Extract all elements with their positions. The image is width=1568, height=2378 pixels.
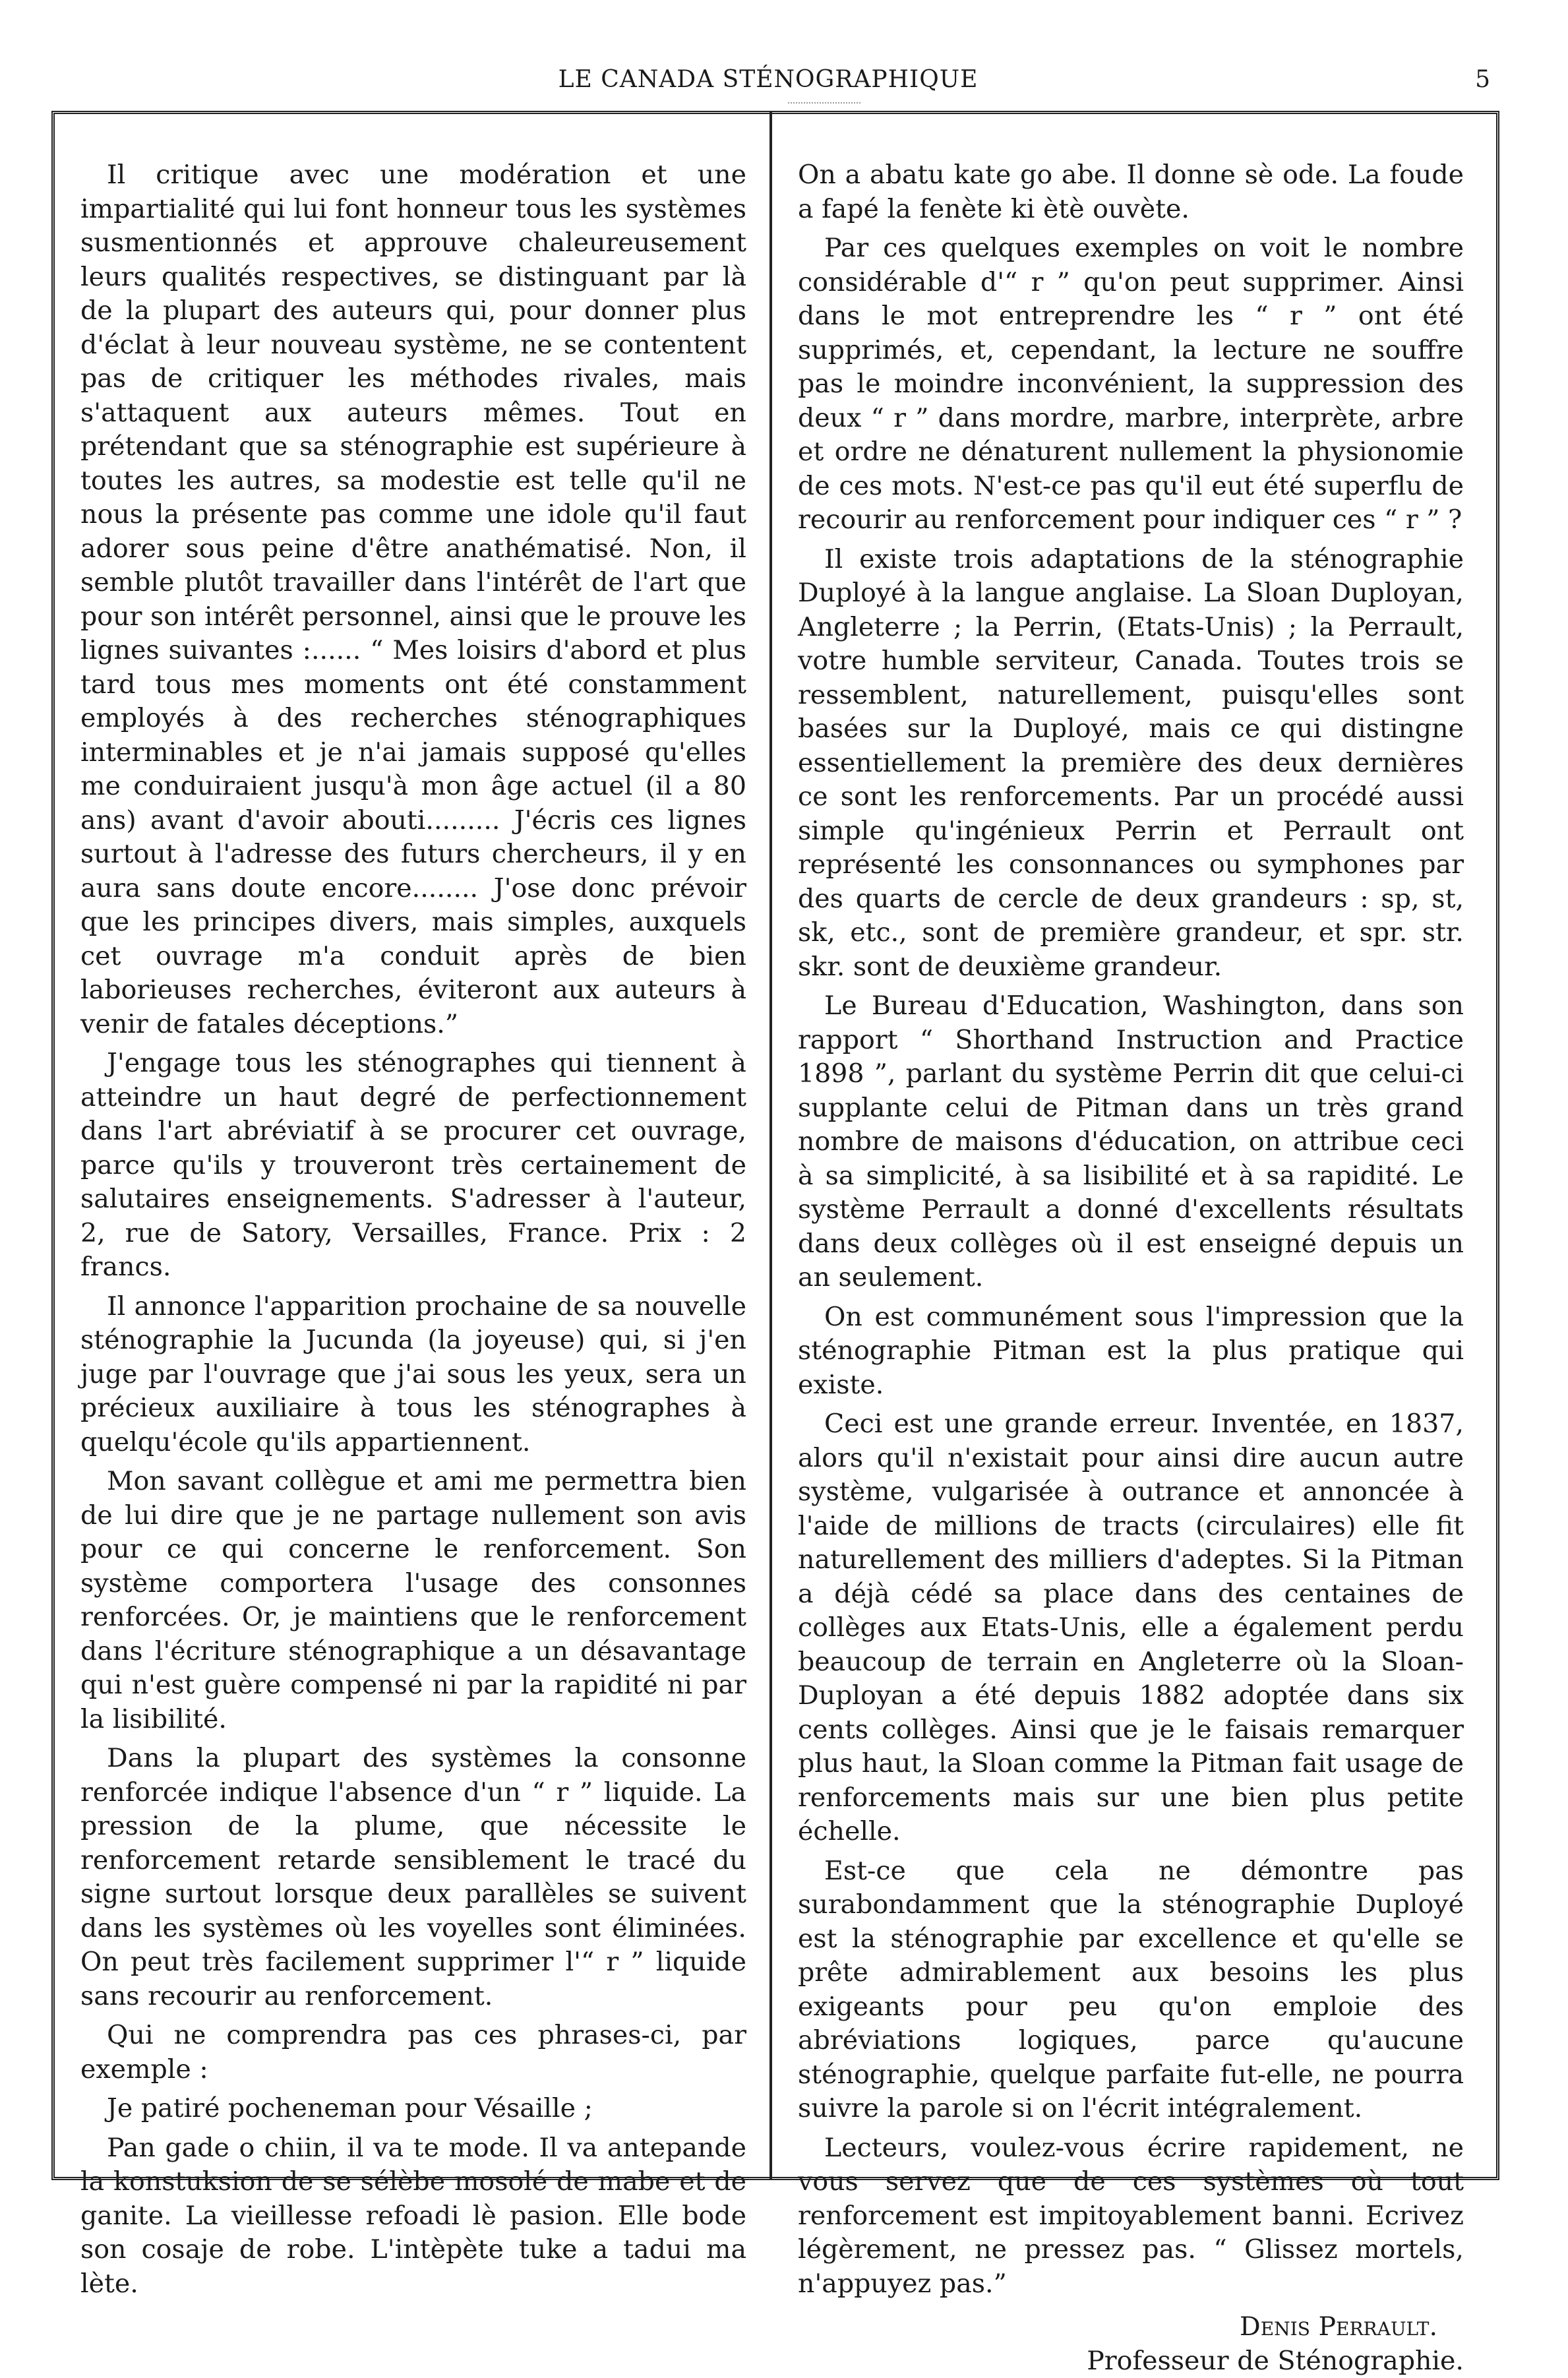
column-divider [769,111,772,2180]
left-column [80,158,746,2163]
paragraph: Dans la plupart des systèmes la consonne renforcée indique l'absence d'un “ r ” liquide. La pression de la plume, que nécessite le renforcement retarde sensiblement le tracé du signe surtout lorsque deux parallèles se suivent dans les systèmes où les voyelles sont éliminées. On peut très facilement supprimer l'“ r ” liquide sans recourir au renforcement. [80,1742,746,2013]
paragraph: J'engage tous les sténographes qui tiennent à atteindre un haut degré de perfectionnement dans l'art abréviatif à se procurer cet ouvrage, parce qu'ils y trouveront très certainement de salutaires enseignements. S'adresser à l'auteur, 2, rue de Satory, Versailles, France. Prix : 2 francs. [80,1047,746,1285]
print-smudge [788,102,860,111]
paragraph: Pan gade o chiin, il va te mode. Il va antepande la konstuksion de se sélèbe mosolé de mabe et de ganite. La vieillesse refoadi lè pasion. Elle bode son cosaje de robe. L'intèpète tuke a tadui ma lète. [80,2131,746,2302]
author-title: Professeur de Sténographie. [798,2344,1464,2378]
paragraph: On est communément sous l'impression que la sténographie Pitman est la plus pratique qui existe. [798,1300,1464,1403]
right-column [798,158,1464,2163]
paragraph: Lecteurs, voulez-vous écrire rapidement, ne vous servez que de ces systèmes où tout renforcement est impitoyablement banni. Ecrivez légèrement, ne pressez pas. “ Glissez mortels, n'appuyez pas.” [798,2131,1464,2302]
paragraph: Il existe trois adaptations de la sténographie Duployé à la langue anglaise. La Sloan Duployan, Angleterre ; la Perrin, (Etats-Unis) ; la Perrault, votre humble serviteur, Canada. Toutes trois se ressemblent, naturellement, puisqu'elles sont basées sur la Duployé, mais ce qui distingne essentiellement la première des deux dernières ce sont les renforcements. Par un procédé aussi simple qu'ingénieux Perrin et Perrault ont représenté les consonnances ou symphones par des quarts de cercle de deux grandeurs : sp, st, sk, etc., sont de première grandeur, et spr. str. skr. sont de deuxième grandeur. [798,543,1464,985]
page-header [46,59,1490,106]
paragraph: Le Bureau d'Education, Washington, dans son rapport “ Shorthand Instruction and Practice 1898 ”, parlant du système Perrin dit que celui-ci supplante celui de Pitman dans un très grand nombre de maisons d'éducation, on attribue ceci à sa simplicité, à sa lisibilité et à sa rapidité. Le système Perrault a donné d'excellents résultats dans deux collèges où il est enseigné depuis un an seulement. [798,989,1464,1295]
paragraph: On a abatu kate go abe. Il donne sè ode. La foude a fapé la fenète ki ètè ouvète. [798,158,1464,226]
running-title: LE CANADA STÉNOGRAPHIQUE [46,66,1490,93]
paragraph: Je patiré pocheneman pour Vésaille ; [80,2092,746,2126]
paragraph: Mon savant collègue et ami me permettra bien de lui dire que je ne partage nullement son avis pour ce qui concerne le renforcement. Son système comportera l'usage des consonnes renforcées. Or, je maintiens que le renforcement dans l'écriture sténographique a un désavantage qui n'est guère compensé ni par la rapidité ni par la lisibilité. [80,1465,746,1736]
paragraph: Il annonce l'apparition prochaine de sa nouvelle sténographie la Jucunda (la joyeuse) qui, si j'en juge par l'ouvrage que j'ai sous les yeux, sera un précieux auxiliaire à tous les sténographes à quelqu'école qu'ils appartiennent. [80,1290,746,1460]
paragraph: Qui ne comprendra pas ces phrases-ci, par exemple : [80,2019,746,2087]
paragraph: Par ces quelques exemples on voit le nombre considérable d'“ r ” qu'on peut supprimer. Ainsi dans le mot entreprendre les “ r ” ont été supprimés, et, cependant, la lecture ne souffre pas le moindre inconvénient, la suppression des deux “ r ” dans mordre, marbre, interprète, arbre et ordre ne dénaturent nullement la physionomie de ces mots. N'est-ce pas qu'il eut été superflu de recourir au renforcement pour indiquer ces “ r ” ? [798,231,1464,537]
author-name: Denis Perrault. [798,2310,1437,2344]
paragraph: Il critique avec une modération et une impartialité qui lui font honneur tous les systèmes susmentionnés et approuve chaleureusement leurs qualités respectives, se distinguant par là de la plupart des auteurs qui, pour donner plus d'éclat à leur nouveau système, ne se contentent pas de critiquer les méthodes rivales, mais s'attaquent aux auteurs mêmes. Tout en prétendant que sa sténographie est supérieure à toutes les autres, sa modestie est telle qu'il ne nous la présente pas comme une idole qu'il faut adorer sous peine d'être anathématisé. Non, il semble plutôt travailler dans l'intérêt de l'art que pour son intérêt personnel, ainsi que le prouve les lignes suivantes :...... “ Mes loisirs d'abord et plus tard tous mes moments ont été constamment employés à des recherches sténographiques interminables et je n'ai jamais supposé qu'elles me conduiraient jusqu'à mon âge actuel (il a 80 ans) avant d'avoir abouti......... J'écris ces lignes surtout à l'adresse des futurs chercheurs, il y en aura sans doute encore........ J'ose donc prévoir que les principes divers, mais simples, auxquels cet ouvrage m'a conduit après de bien laborieuses recherches, éviteront aux auteurs à venir de fatales déceptions.” [80,158,746,1041]
signature-block [798,2310,1464,2378]
page-number: 5 [1475,66,1490,93]
paragraph: Ceci est une grande erreur. Inventée, en 1837, alors qu'il n'existait pour ainsi dire aucun autre système, vulgarisée à outrance et annoncée à l'aide de millions de tracts (circulaires) elle fit naturellement des milliers d'adeptes. Si la Pitman a déjà cédé sa place dans des centaines de collèges aux Etats-Unis, elle a également perdu beaucoup de terrain en Angleterre où la Sloan-Duployan a été depuis 1882 adoptée dans six cents collèges. Ainsi que je le faisais remarquer plus haut, la Sloan comme la Pitman fait usage de renforcements mais sur une bien plus petite échelle. [798,1407,1464,1849]
paragraph: Est-ce que cela ne démontre pas surabondamment que la sténographie Duployé est la sténographie par excellence et qu'elle se prête admirablement aux besoins les plus exigeants pour peu qu'on emploie des abréviations logiques, parce qu'aucune sténographie, quelque parfaite fut-elle, ne pourra suivre la parole si on l'écrit intégralement. [798,1854,1464,2126]
